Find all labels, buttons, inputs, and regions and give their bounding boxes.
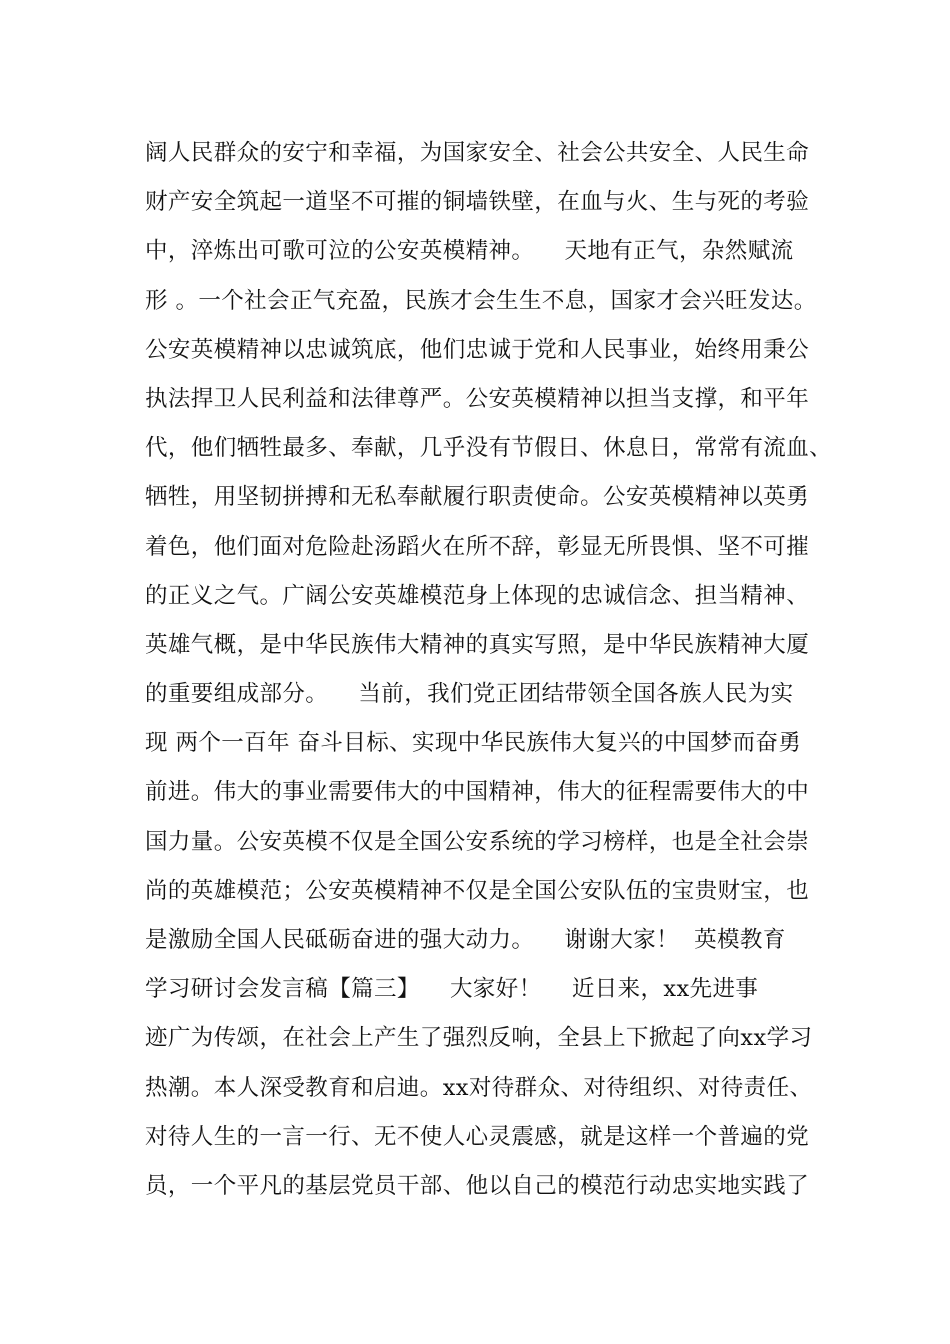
text-line: 国力量。公安英模不仅是全国公安系统的学习榜样，也是全社会崇 — [145, 828, 810, 855]
text-line: 阔人民群众的安宁和幸福，为国家安全、社会公共安全、人民生命 — [145, 140, 810, 166]
text-line: 英雄气概，是中华民族伟大精神的真实写照，是中华民族精神大厦 — [145, 631, 810, 658]
text-line: 代，他们牺牲最多、奉献，几乎没有节假日、休息日，常常有流血、 — [145, 435, 833, 462]
text-line: 牺牲，用坚韧拼搏和无私奉献履行职责使命。公安英模精神以英勇 — [145, 484, 810, 511]
body-text — [145, 132, 833, 1214]
text-line: 的正义之气。广阔公安英雄模范身上体现的忠诚信念、担当精神、 — [145, 582, 810, 609]
text-line: 尚的英雄模范；公安英模精神不仅是全国公安队伍的宝贵财宝，也 — [145, 877, 810, 904]
text-line: 执法捍卫人民利益和法律尊严。公安英模精神以担当支撑，和平年 — [145, 385, 810, 412]
text-line: 财产安全筑起一道坚不可摧的铜墙铁壁，在血与火、生与死的考验 — [145, 189, 810, 216]
text-line: 学习研讨会发言稿【篇三】 大家好！ 近日来，xx先进事 — [145, 976, 759, 1003]
text-line: 着色，他们面对危险赴汤蹈火在所不辞，彰显无所畏惧、坚不可摧 — [145, 533, 810, 560]
text-line: 热潮。本人深受教育和启迪。xx对待群众、对待组织、对待责任、 — [145, 1074, 813, 1101]
text-line: 现 两个一百年 奋斗目标、实现中华民族伟大复兴的中国梦而奋勇 — [145, 730, 802, 757]
text-line: 的重要组成部分。 当前，我们党正团结带领全国各族人民为实 — [145, 681, 794, 708]
text-line: 公安英模精神以忠诚筑底，他们忠诚于党和人民事业，始终用秉公 — [145, 336, 810, 363]
text-line: 员，一个平凡的基层党员干部、他以自己的模范行动忠实地实践了 — [145, 1172, 810, 1199]
text-line: 形 。一个社会正气充盈，民族才会生生不息，国家才会兴旺发达。 — [145, 287, 817, 314]
text-line: 迹广为传颂，在社会上产生了强烈反响，全县上下掀起了向xx学习 — [145, 1025, 813, 1052]
text-line: 对待人生的一言一行、无不使人心灵震感，就是这样一个普遍的党 — [145, 1123, 810, 1150]
text-line: 中，淬炼出可歌可泣的公安英模精神。 天地有正气，杂然赋流 — [145, 238, 794, 265]
text-line: 是激励全国人民砥砺奋进的强大动力。 谢谢大家！ 英模教育 — [145, 927, 786, 953]
text-line: 前进。伟大的事业需要伟大的中国精神，伟大的征程需要伟大的中 — [145, 779, 810, 806]
